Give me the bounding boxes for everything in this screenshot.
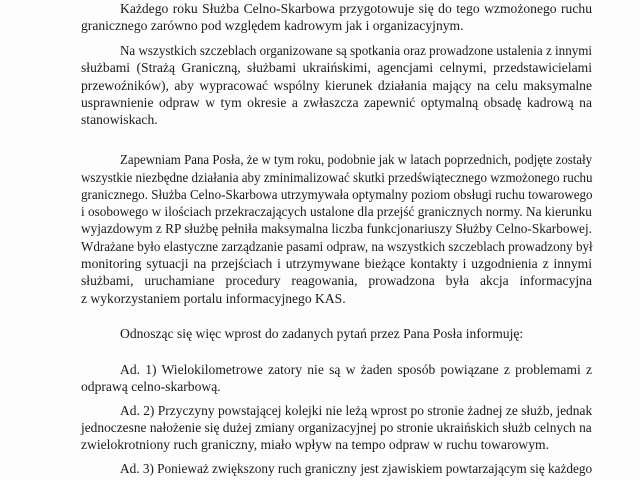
text-line: monitoring sytuacji na przejściach i utrzymywane bieżące kontakty i uzgodnienia z innymi — [81, 256, 592, 271]
text-line: wszystkie niezbędne działania aby zminimalizować skutki przedświątecznego wzmożonego ruchu — [81, 169, 593, 185]
text-line: jednoczesne nałożenie się dużej zmiany organizacyjnej po stronie ukraińskich służb celnych na — [81, 420, 592, 435]
text-line: z wykorzystaniem portalu informacyjnego KAS. — [81, 290, 346, 306]
text-line: służbami, uruchamiane procedury reagowania, prowadzona była akcja informacyjna — [81, 273, 592, 289]
text-line: granicznego. Służba Celno-Skarbowa utrzymywała optymalny poziom obsługi ruchu towarowego — [81, 186, 593, 202]
text-line: Ad. 2) Przyczyny powstającej kolejki nie leżą wprost po stronie żadnej ze służb, jednak — [120, 402, 593, 418]
text-line: odprawą celno-skarbową. — [81, 379, 221, 394]
text-line: Na wszystkich szczeblach organizowane są spotkania oraz prowadzone ustalenia z innymi — [120, 42, 593, 58]
text-line: przewoźników), aby wypracować wspólny kierunek działania mający na celu maksymalne — [81, 77, 592, 93]
text-line: i osobowego w ilościach przekraczających ustalone dla przejść granicznych normy. Na kierunku — [81, 204, 592, 220]
text-line: zwielokrotniony ruch graniczny, miało wpływ na tempo odpraw w ruchu towarowym. — [81, 437, 549, 453]
text-line: Odnosząc się więc wprost do zadanych pytań przez Pana Posła informuję: — [120, 326, 524, 342]
text-line: Ad. 1) Wielokilometrowe zatory nie są w żaden sposób powiązane z problemami z — [120, 361, 592, 377]
text-line: Ad. 3) Ponieważ zwiększony ruch graniczny jest zjawiskiem powtarzającym się każdego — [120, 461, 593, 476]
text-line: Każdego roku Służba Celno-Skarbowa przygotowuje się do tego wzmożonego ruchu — [120, 1, 592, 16]
text-line: stanowiskach. — [81, 112, 158, 128]
text-line: Wdrażane było elastyczne zarządzanie pasami odpraw, na wszystkich szczeblach prowadzony był — [81, 238, 593, 254]
text-line: wyjazdowym z RP służbę pełniła maksymalna liczba funkcjonariuszy Służby Celno-Skarbowej. — [81, 221, 592, 237]
text-line: służbami (Strażą Graniczną, służbami ukraińskimi, agencjami celnymi, przedstawicielami — [81, 60, 592, 76]
text-line: Zapewniam Pana Posła, że w tym roku, podobnie jak w latach poprzednich, podjęte zostały — [120, 152, 593, 168]
text-line: usprawnienie odpraw w tym okresie a zwłaszcza zapewnić optymalną obsadę kadrową na — [81, 94, 592, 110]
text-line: granicznego zarówno pod względem kadrowym jak i organizacyjnym. — [81, 18, 464, 34]
